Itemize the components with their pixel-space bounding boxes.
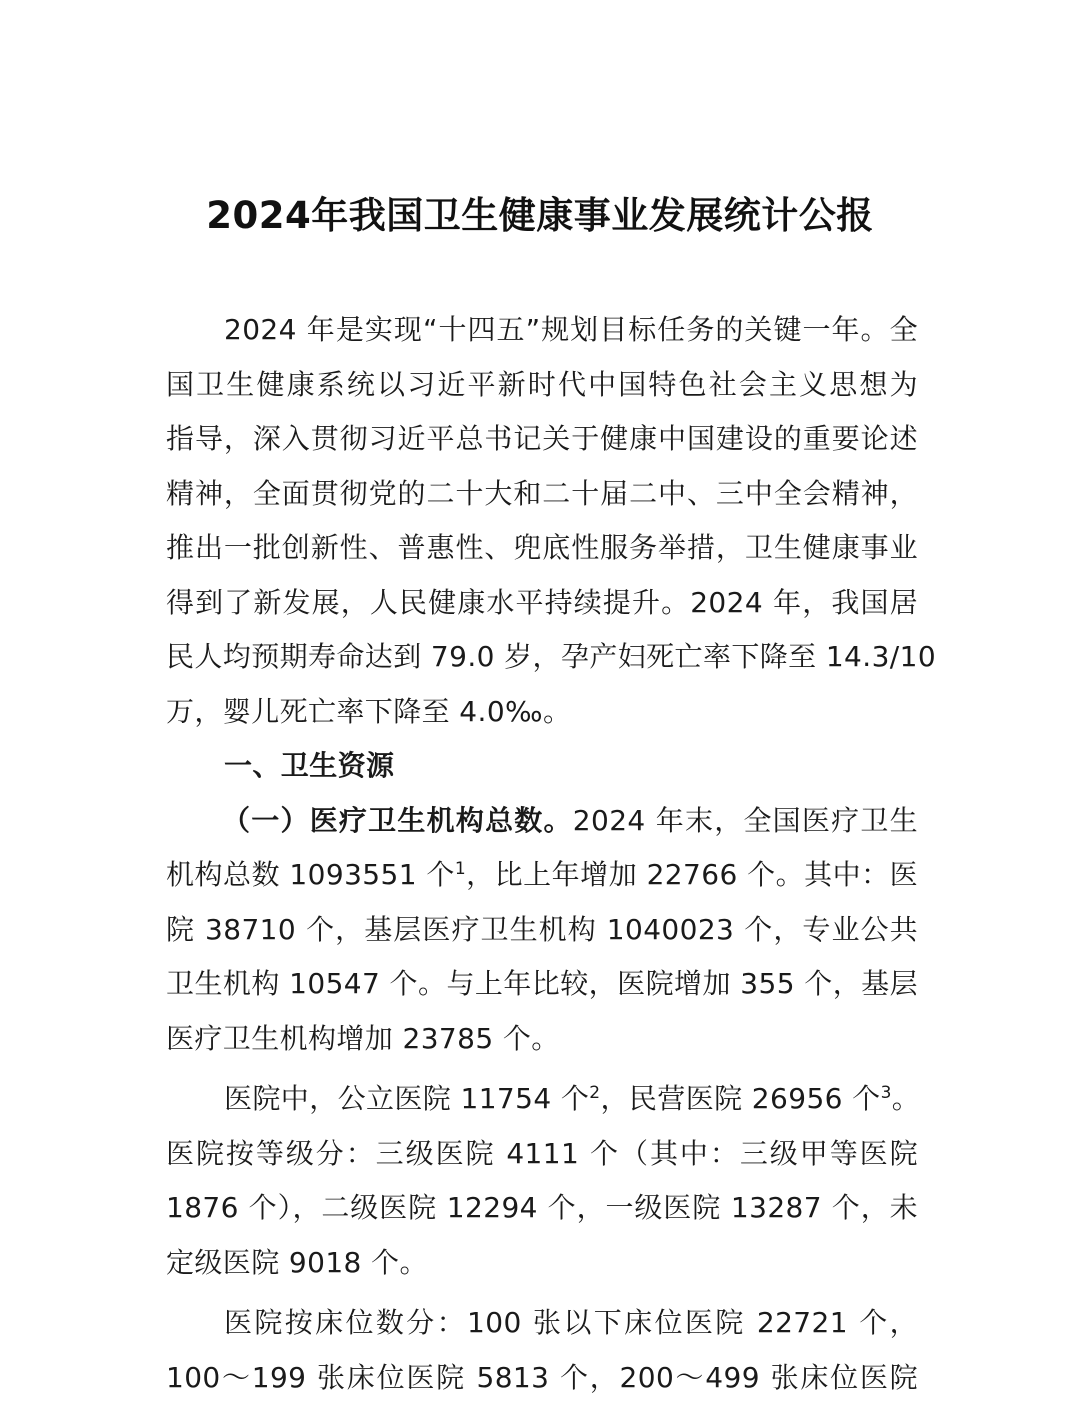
section-heading: 一、卫生资源 bbox=[224, 749, 395, 782]
hospitals-line-1-text-a: 医院中，公立医院 11754 个 bbox=[224, 1082, 590, 1115]
hospitals-line-1 bbox=[166, 1072, 921, 1127]
intro-line-3: 指导，深入贯彻习近平总书记关于健康中国建设的重要论述 bbox=[166, 422, 918, 455]
intro-line-7: 民人均预期寿命达到 79.0 岁，孕产妇死亡率下降至 14.3/10 bbox=[166, 640, 937, 673]
beds-line-1: 医院按床位数分：100 张以下床位医院 22721 个， bbox=[224, 1306, 918, 1339]
footnote-ref-2[interactable]: 2 bbox=[589, 1083, 601, 1103]
hospitals-line-4: 定级医院 9018 个。 bbox=[166, 1245, 428, 1279]
hospitals-line-1-text-c: 。 bbox=[891, 1082, 921, 1115]
hospitals-line-1-text-b: ，民营医院 26956 个 bbox=[600, 1082, 881, 1115]
subsection-line-1-text: 2024 年末，全国医疗卫生 bbox=[572, 803, 918, 837]
subsection-line-1 bbox=[166, 794, 918, 849]
intro-line-1: 2024 年是实现“十四五”规划目标任务的关键一年。全 bbox=[224, 313, 918, 346]
subsection-heading: （一）医疗卫生机构总数。 bbox=[222, 803, 573, 837]
hospitals-line-2: 医院按等级分：三级医院 4111 个（其中：三级甲等医院 bbox=[166, 1136, 918, 1170]
footnote-ref-1[interactable]: 1 bbox=[454, 859, 467, 879]
intro-line-2: 国卫生健康系统以习近平新时代中国特色社会主义思想为 bbox=[166, 367, 918, 401]
subsection-line-3: 院 38710 个，基层医疗卫生机构 1040023 个，专业公共 bbox=[166, 912, 918, 946]
subsection-line-2-text-a: 机构总数 1093551 个 bbox=[166, 858, 455, 891]
subsection-line-2-text-b: ，比上年增加 22766 个。其中：医 bbox=[466, 858, 918, 891]
footnote-ref-3[interactable]: 3 bbox=[880, 1083, 892, 1103]
subsection-line-4: 卫生机构 10547 个。与上年比较，医院增加 355 个，基层 bbox=[166, 967, 918, 1000]
intro-line-5: 推出一批创新性、普惠性、兜底性服务举措，卫生健康事业 bbox=[166, 531, 918, 564]
subsection-line-5: 医疗卫生机构增加 23785 个。 bbox=[166, 1021, 560, 1055]
document-body bbox=[166, 303, 937, 1405]
hospitals-line-3: 1876 个），二级医院 12294 个，一级医院 13287 个，未 bbox=[166, 1191, 918, 1224]
intro-line-6: 得到了新发展，人民健康水平持续提升。2024 年，我国居 bbox=[166, 585, 918, 619]
beds-line-2: 100～199 张床位医院 5813 个，200～499 张床位医院 bbox=[166, 1360, 918, 1394]
subsection-line-2 bbox=[166, 848, 918, 903]
intro-line-4: 精神，全面贯彻党的二十大和二十届二中、三中全会精神， bbox=[166, 476, 918, 510]
intro-line-8: 万，婴儿死亡率下降至 4.0‰。 bbox=[166, 694, 572, 728]
document-title: 2024年我国卫生健康事业发展统计公报 bbox=[206, 194, 874, 237]
